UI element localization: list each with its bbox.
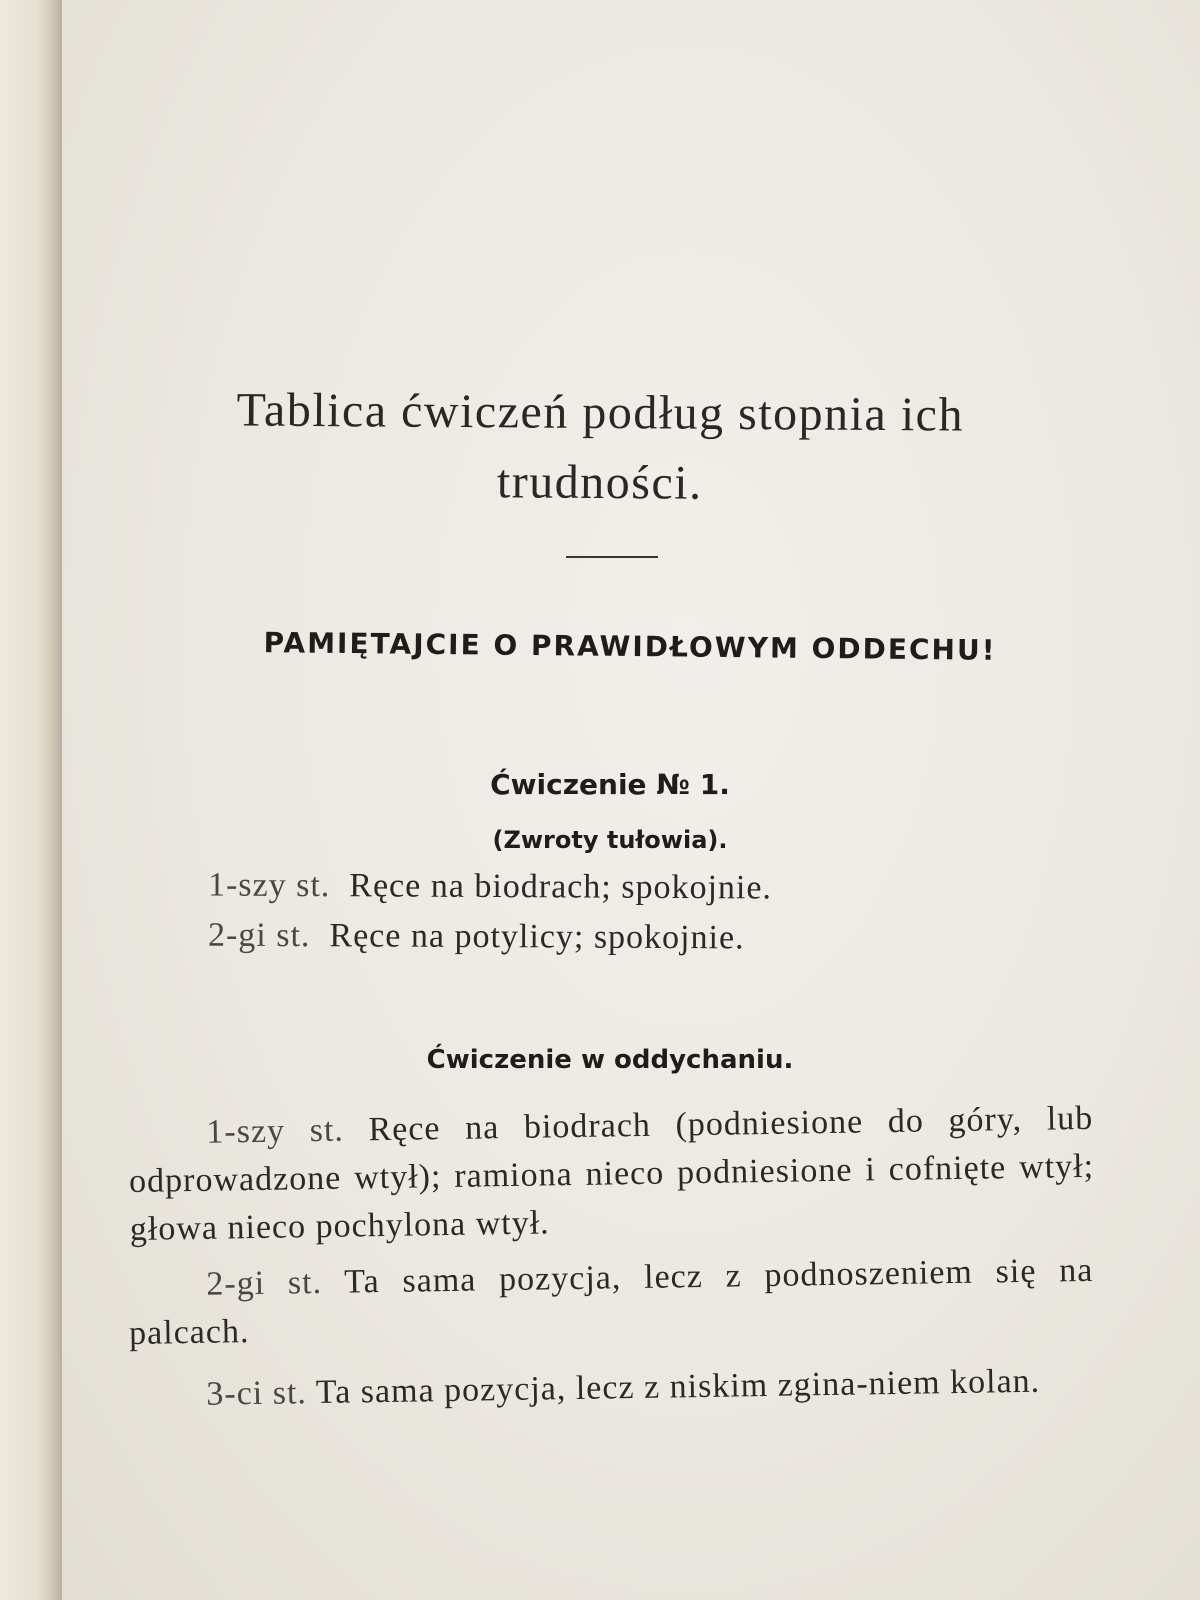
previous-page-edge	[0, 0, 62, 1600]
step-label: 3-ci st.	[206, 1374, 308, 1413]
exercise-1-step-2	[208, 917, 745, 958]
step-text: Ręce na biodrach (podniesione do góry, lub odprowadzone wtył); ramiona nieco podniesione i cofnięte wtył; głowa nieco pochylona wtył.	[128, 1099, 1095, 1248]
breathing-step-1	[128, 1095, 1095, 1254]
step-label: 2-gi st.	[207, 916, 311, 955]
exercise-1-subheading: (Zwroty tułowia).	[492, 826, 728, 854]
step-label: 1-szy st.	[206, 1111, 345, 1151]
step-label: 2-gi st.	[206, 1263, 323, 1303]
title-divider	[566, 556, 658, 558]
step-text: Ta sama pozycja, lecz z podnoszeniem się na palcach.	[128, 1251, 1094, 1352]
breathing-warning: PAMIĘTAJCIE O PRAWIDŁOWYM ODDECHU!	[263, 626, 997, 667]
step-text: Ręce na potylicy; spokojnie.	[329, 917, 745, 957]
step-text: Ta sama pozycja, lecz z niskim zgina-niem kolan.	[315, 1362, 1041, 1412]
breathing-exercise-heading: Ćwiczenie w oddychaniu.	[426, 1045, 794, 1075]
page-title	[100, 375, 1101, 522]
step-text: Ręce na biodrach; spokojnie.	[349, 867, 773, 907]
title-line-2: trudności.	[496, 455, 703, 510]
exercise-1-step-1	[208, 867, 772, 908]
breathing-step-2	[128, 1247, 1094, 1358]
step-label: 1-szy st.	[207, 866, 331, 905]
title-line-1: Tablica ćwiczeń podług stopnia ich	[236, 383, 965, 442]
exercise-1-heading: Ćwiczenie № 1.	[490, 768, 730, 801]
